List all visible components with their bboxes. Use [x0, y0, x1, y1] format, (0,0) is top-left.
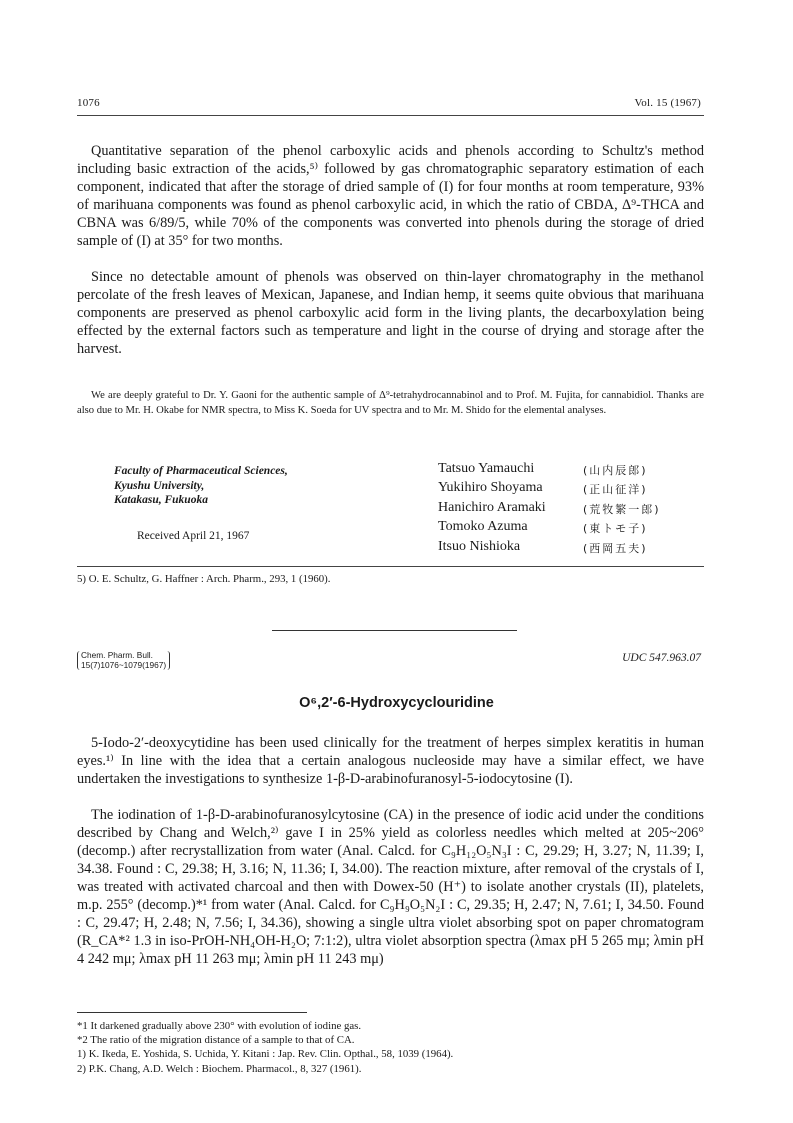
author-kanji: (山内辰郎) [583, 464, 648, 477]
udc-code: UDC 547.963.07 [622, 652, 701, 664]
author-entry [438, 499, 680, 518]
author-kanji: (西岡五夫) [583, 541, 648, 555]
body-paragraph: 5-Iodo-2′-deoxycytidine has been used clinically for the treatment of herpes simplex keratitis in human eyes.¹⁾ In line with the idea that a certain analogous nucleoside may have a similar effect, we have undertaken the investigations to synthesize 1-β-D-arabinofuranosyl-5-iodocytosine (I). [77, 735, 704, 787]
article-separator [272, 630, 517, 631]
journal-tag [77, 651, 170, 670]
journal-citation: 15(7)1076~1079(1967) [81, 659, 167, 670]
volume-label: Vol. 15 (1967) [634, 97, 701, 109]
footnote: 1) K. Ikeda, E. Yoshida, S. Uchida, Y. Kitani : Jap. Rev. Clin. Opthal., 58, 1039 (1964). [77, 1048, 454, 1061]
author-name: Tatsuo Yamauchi [438, 461, 535, 476]
footnote: *2 The ratio of the migration distance of a sample to that of CA. [77, 1034, 355, 1047]
footnote: 2) P.K. Chang, A.D. Welch : Biochem. Pharmacol., 8, 327 (1961). [77, 1062, 362, 1075]
author-name: Yukihiro Shoyama [438, 480, 543, 496]
author-name: Itsuo Nishioka [438, 538, 521, 554]
footnote-rule [77, 1012, 307, 1013]
footnote: *1 It darkened gradually above 230° with evolution of iodine gas. [77, 1020, 362, 1032]
page-number: 1076 [77, 97, 100, 109]
body-paragraph: Quantitative separation of the phenol carboxylic acids and phenols according to Schultz's method including basic extraction of the acids,⁵⁾ followed by gas chromatographic separatory estimation of each component, indicated that after the storage of dried sample of (I) for four months at room temperature, 93% of marihuana components was found as phenol carboxylic acid, in which the ratio of CBDA, Δ⁹-THCA and CBNA was 6/89/5, while 70% of the components was converted into phenols during the storage of dried sample of (I) at 35° for two months. [77, 143, 704, 249]
received-date: Received April 21, 1967 [137, 530, 250, 542]
acknowledgement: We are deeply grateful to Dr. Y. Gaoni for the authentic sample of Δ⁹-tetrahydrocannabinol and to Prof. M. Fujita, for cannabidiol. Thanks are also due to Mr. H. Okabe for NMR spectra, to Miss K. Soeda for UV spectra and to Mr. M. Shido for the elemental analyses. [77, 390, 704, 416]
author-kanji: (東トモ子) [583, 522, 648, 536]
journal-name: Chem. Pharm. Bull. [81, 650, 153, 660]
author-entry [438, 479, 680, 498]
header-rule [77, 115, 704, 116]
author-name: Tomoko Azuma [438, 519, 528, 535]
author-entry [438, 460, 680, 479]
reference-rule [77, 566, 704, 567]
affiliation-line: Kyushu University, [114, 479, 205, 492]
author-kanji: (荒牧繁一郎) [583, 502, 661, 516]
body-paragraph: The iodination of 1-β-D-arabinofuranosylcytosine (CA) in the presence of iodic acid under the conditions described by Chang and Welch,²⁾ gave I in 25% yield as colorless needles which melted at 205~206° (decomp.) after recrystallization from water (Anal. Calcd. for C₉H₁₂O₅N₃I : C, 29.29; H, 3.27; N, 11.39; I, 34.38. Found : C, 29.38; H, 3.16; N, 11.36; I, 34.00). The reaction mixture, after removal of the crystals of I, was treated with activated charcoal and then with Dowex-50 (H⁺) to isolate another crystals (II), platelets, m.p. 255° (decomp.)*¹ from water (Anal. Calcd. for C₉H₉O₅N₂I : C, 29.35; H, 2.47; N, 7.61; I, 34.50. Found : C, 29.47; H, 2.48; N, 7.56; I, 34.36), showing a single ultra violet absorbing spot on paper chromatogram (R_CA*² 1.3 in iso-PrOH-NH₄OH-H₂O; 7:1:2), ultra violet absorption spectra (λmax pH 5 265 mμ; λmin pH 4 242 mμ; λmax pH 11 263 mμ; λmin pH 11 243 mμ) [77, 807, 704, 967]
affiliation-line: Faculty of Pharmaceutical Sciences, [114, 465, 288, 477]
body-paragraph: Since no detectable amount of phenols was observed on thin-layer chromatography in the methanol percolate of the fresh leaves of Mexican, Japanese, and Indian hemp, it seems quite obvious that marihuana components are preserved as phenol carboxylic acid form in the living plants, the decarboxylation being effected by the external factors such as temperature and light in the course of drying and storage after the harvest. [77, 269, 704, 357]
reference-5: 5) O. E. Schultz, G. Haffner : Arch. Pharm., 293, 1 (1960). [77, 573, 331, 585]
affiliation [114, 464, 288, 508]
author-name: Hanichiro Aramaki [438, 499, 546, 515]
footnotes [77, 1019, 453, 1076]
author-entry [438, 518, 680, 537]
author-list [438, 460, 680, 557]
affiliation-line: Katakasu, Fukuoka [114, 494, 208, 506]
article-title: O⁶,2′-6-Hydroxycyclouridine [299, 695, 494, 711]
author-kanji: (正山征洋) [583, 483, 648, 497]
author-entry [438, 538, 680, 557]
